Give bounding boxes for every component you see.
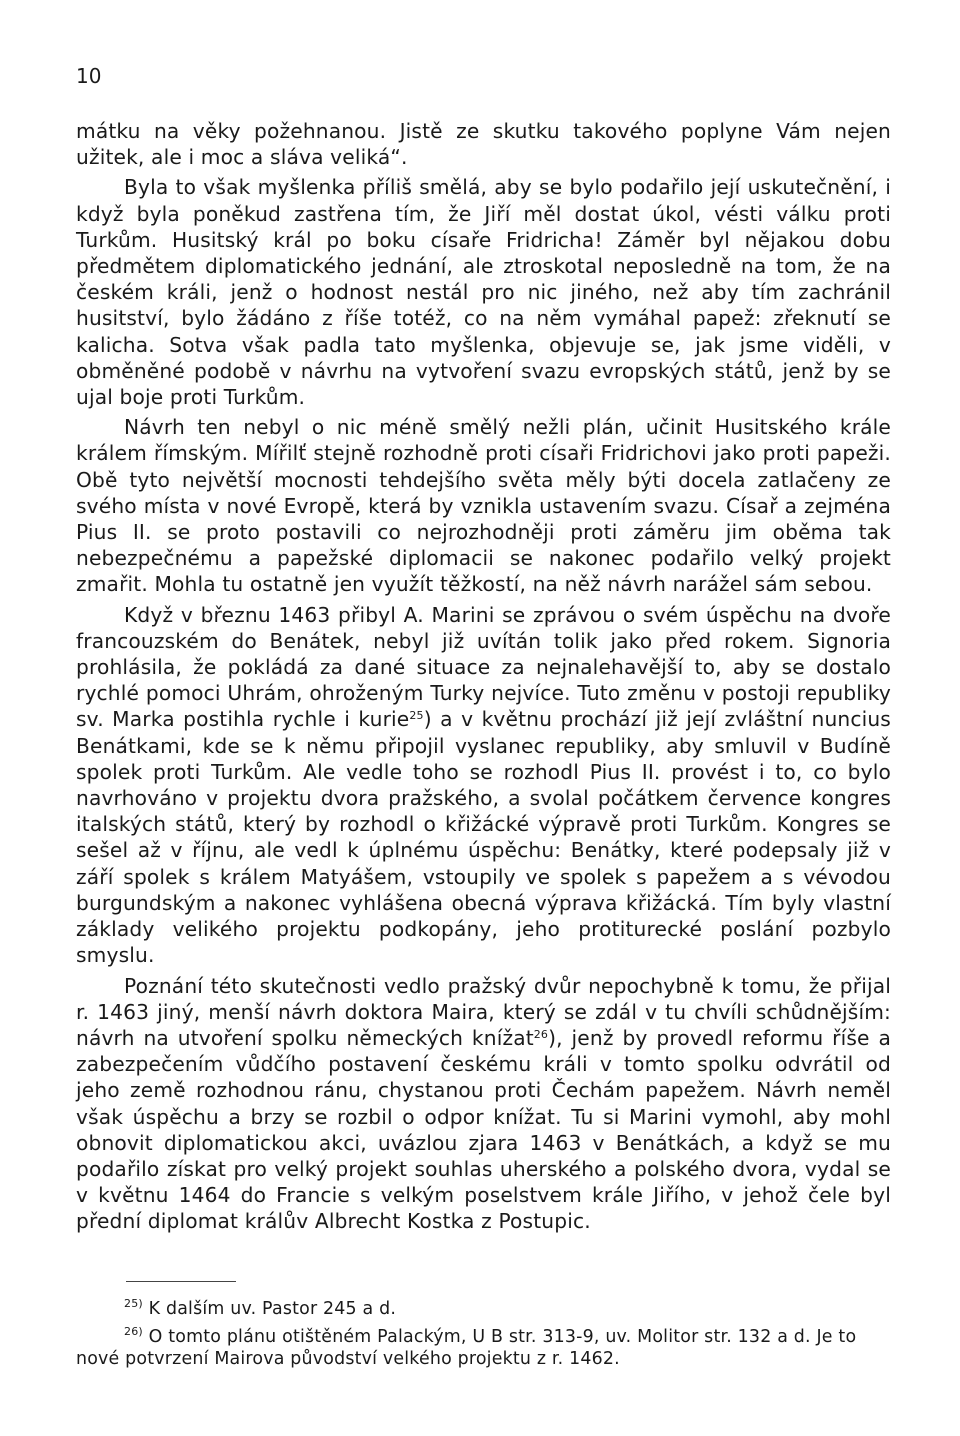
paragraph-2: Byla to však myšlenka příliš smělá, aby se bylo podařilo její uskutečnění, i když byla poněkud zastřena tím, že Jiří měl dostat úkol, vésti válku proti Turkům. Husitský král po boku císaře Fridricha! Záměr byl nějakou dobu předmětem diplomatického jednání, ale ztroskotal neposledně na tom, že na českém králi, jenž o hodnost nestál pro nic jiného, než aby tím zachránil husitství, bylo žádáno z říše totéž, co na něm vymáhal papež: zřeknutí se kalicha. Sotva však padla tato myšlenka, objevuje se, jak jsme viděli, v obměněné podobě v návrhu na vytvoření svazu evropských států, jenž by se ujal boje proti Turkům. [76,175,891,410]
paragraph-5-start: Poznání této skutečnosti vedlo pražský dvůr nepochybně k tomu, že přijal r. 1463 jiný, menší návrh doktora Maira, který se zdál v tu chvíli schůdnějším: návrh na utvoření spolku německých knížat [76,973,891,1050]
paragraph-5 [76,973,891,1235]
footnotes [76,1298,891,1370]
paragraph-1: mátku na věky požehnanou. Jistě ze skutku takového poplyne Vám nejen užitek, ale i moc a sláva veliká“. [76,119,891,170]
footnote-divider [126,1281,236,1282]
footnote-ref-26: 26 [533,1027,549,1041]
main-text [76,118,891,1235]
paragraph-5-rest: ), jenž by provedl reformu říše a zabezpečením vůdčího postavení českému králi v tomto spolku odvrátil od jeho země rozhodnou ránu, chystanou proti Čechám papežem. Návrh neměl však úspěchu a brzy se rozbil o odpor knížat. Tu si Marini vymohl, aby mohl obnovit diplomatickou akci, uvázlou zjara 1463 v Benátkách, a když se mu podařilo získat pro velký projekt souhlas uherského a polského dvora, vydal se v květnu 1464 do Francie s velkým poselstvem krále Jiřího, v jehož čele byl přední diplomat králův Albrecht Kostka z Postupic. [76,1025,891,1234]
footnote-25-text: K dalším uv. Pastor 245 a d. [142,1299,397,1319]
footnote-ref-25: 25 [409,709,424,723]
paragraph-4-start: Když v březnu 1463 přibyl A. Marini se zprávou o svém úspěchu na dvoře francouzském do Benátek, nebyl již uvítán tolik jako před rokem. Signoria prohlásila, že pokládá za dané situace za nejnalehavější to, aby se dostalo rychlé pomoci Uhrám, ohroženým Turky nejvíce. Tuto změnu v postoji republiky sv. Marka postihla rychle i kurie [76,602,891,732]
footnote-26 [76,1326,891,1370]
paragraph-4 [76,602,891,969]
page-number: 10 [76,64,102,88]
paragraph-3: Návrh ten nebyl o nic méně smělý nežli plán, učinit Husitského krále králem římským. Mířilť stejně rozhodně proti císaři Fridrichovi jako proti papeži. Obě tyto největší mocnosti tehdejšího světa měly býti docela zatlačeny ze svého místa v nové Evropě, která by vznikla ustavením svazu. Císař a zejména Pius II. se proto postavili co nejrozhodněji proti záměru jim oběma tak nebezpečnému a papežské diplomacii se nakonec podařilo velký projekt zmařit. Mohla tu ostatně jen využít těžkostí, na něž návrh narážel sám sebou. [76,415,891,597]
paragraph-4-rest: ) a v květnu prochází již její zvláštní nuncius Benátkami, kde se k němu připojil vyslanec republiky, aby smluvil v Budíně spolek proti Turkům. Ale vedle toho se rozhodl Pius II. provést i to, co bylo navrhováno v projektu dvora pražského, a svolal počátkem července kongres italských států, který by rozhodl o křižácké výpravě proti Turkům. Kongres se sešel až v říjnu, ale vedl k úplnému úspěchu: Benátky, které podepsaly již v září spolek s králem Matyášem, vstoupily ve spolek s papežem a s vévodou burgundským a nakonec vyhlášena obecná výprava křižácká. Tím byly vlastní základy velikého projektu podkopány, jeho protiturecké poslání pozbylo smyslu. [76,707,891,968]
footnote-26-marker: 26) [124,1325,143,1338]
footnote-25 [76,1298,891,1320]
footnote-25-marker: 25) [124,1297,143,1310]
footnote-26-text: O tomto plánu otištěném Palackým, U B str. 313-9, uv. Molitor str. 132 a d. Je to nové potvrzení Mairova původství velkého projektu z r. 1462. [76,1327,857,1369]
